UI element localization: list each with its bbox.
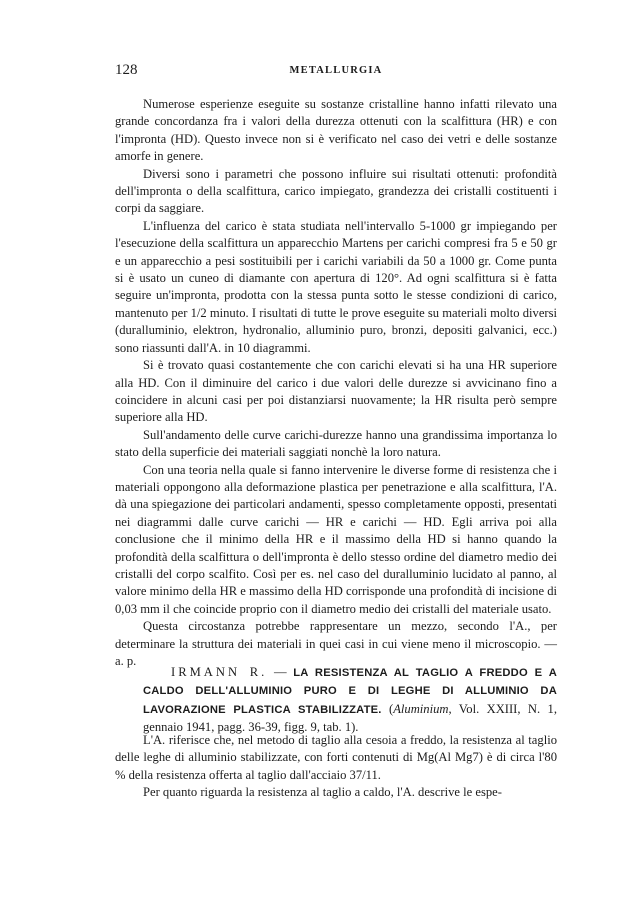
- reference-details: , Vol. XXIII, N. 1, gennaio 1941, pagg. 36-39, figg. 9, tab. 1).: [143, 701, 557, 735]
- body-paragraph: Diversi sono i parametri che possono influire sui risultati ottenuti: profondità dell'impronta o della scalfittura, carico impiegato, grandezza dei cristalli costituenti i corpi da saggiare.: [115, 166, 557, 216]
- reference-separator: —: [267, 665, 294, 679]
- reference-journal: Aluminium: [393, 701, 449, 716]
- body-paragraph: Si è trovato quasi costantemente che con carichi elevati si ha una HR superiore alla HD. Con il diminuire del carico i due valori delle durezze si avvicinano fino a coincidere in alcuni casi per poi distanziarsi nuovamente; la HR risulta però sempre superiore alla HD.: [115, 358, 557, 425]
- body-paragraph: Questa circostanza potrebbe rappresentare un mezzo, secondo l'A., per determinare la struttura dei materiali in quei casi in cui viene meno il microscopio. — a. p.: [115, 619, 557, 668]
- body-paragraph: Sull'andamento delle curve carichi-durezze hanno una grandissima importanza lo stato della superficie dei materiali saggiati nonchè la loro natura.: [115, 427, 557, 460]
- summary-paragraph: L'A. riferisce che, nel metodo di taglio alla cesoia a freddo, la resistenza al taglio delle leghe di alluminio stabilizzate, con forti contenuti di Mg(Al Mg7) è di circa l'80 % della resistenza offerta al taglio dall'acciaio 37/11.: [115, 733, 557, 782]
- page-header: [115, 62, 557, 82]
- body-paragraph: Con una teoria nella quale si fanno intervenire le diverse forme di resistenza che i materiali oppongono alla deformazione plastica per penetrazione e alla scalfittura, l'A. dà una spiegazione dei particolari andamenti, spesso completamente opposti, presentati nei diagrammi dalle curve carichi — HR e carichi — HD. Egli arriva poi alla conclusione che il minimo della HR e il massimo della HD si hanno quando la profondità della scalfittura o dell'impronta è dello stesso ordine del diametro medio dei cristalli del corpo scalfito. Così per es. nel caso del duralluminio lucidato al panno, al valore minimo della HR e massimo della HD corrisponde una profondità di incisione di 0,03 mm il che coincide proprio con il diametro medio dei cristalli del materiale usato.: [115, 462, 557, 616]
- reference-entry: IRMANN R. — LA RESISTENZA AL TAGLIO A FREDDO E A CALDO DELL'ALLUMINIO PURO E DI LEGHE DI ALLUMINIO DA LAVORAZIONE PLASTICA STABILIZZATE. (Aluminium, Vol. XXIII, N. 1, gennaio 1941, pagg. 36-39, figg. 9, tab. 1).: [143, 665, 558, 735]
- body-paragraph: L'influenza del carico è stata studiata nell'intervallo 5-1000 gr impiegando per l'esecuzione della scalfittura un apparecchio Martens per carichi compresi fra 5 e 50 gr e un apparecchio a pesi sostituibili per i carichi variabili da 50 a 1000 gr. Come punta si è usato un cuneo di diamante con apertura di 120°. Ad ogni scalfittura si è fatta seguire un'impronta, prodotta con la stessa punta sotto le stesse condizioni di carico, mantenuto per 1/2 minuto. I risultati di tutte le prove eseguite su materiali molto diversi (duralluminio, elektron, hydronalio, alluminio puro, bronzi, depositi galvanici, ecc.) sono riassunti dall'A. in 10 diagrammi.: [115, 218, 557, 355]
- summary-paragraph: Per quanto riguarda la resistenza al taglio a caldo, l'A. descrive le espe-: [143, 785, 502, 800]
- running-title: METALLURGIA: [289, 65, 383, 76]
- reference-summary: [115, 732, 557, 802]
- page-number: 128: [115, 62, 138, 78]
- body-paragraph: Numerose esperienze eseguite su sostanze cristalline hanno infatti rilevato una grande concordanza fra i valori della durezza ottenuti con la scalfittura (HR) e con l'impronta (HD). Questo invece non si è verificato nel caso dei vetri e delle sostanze amorfe in genere.: [115, 97, 557, 164]
- reference-author: IRMANN R.: [171, 665, 268, 679]
- reference-heading: [115, 664, 557, 737]
- article-body: [115, 96, 557, 670]
- reference-title: LA RESISTENZA AL TAGLIO A FREDDO E A CALDO DELL'ALLUMINIO PURO E DI LEGHE DI ALLUMINIO DA LAVORAZIONE PLASTICA STABILIZZATE.: [143, 667, 558, 716]
